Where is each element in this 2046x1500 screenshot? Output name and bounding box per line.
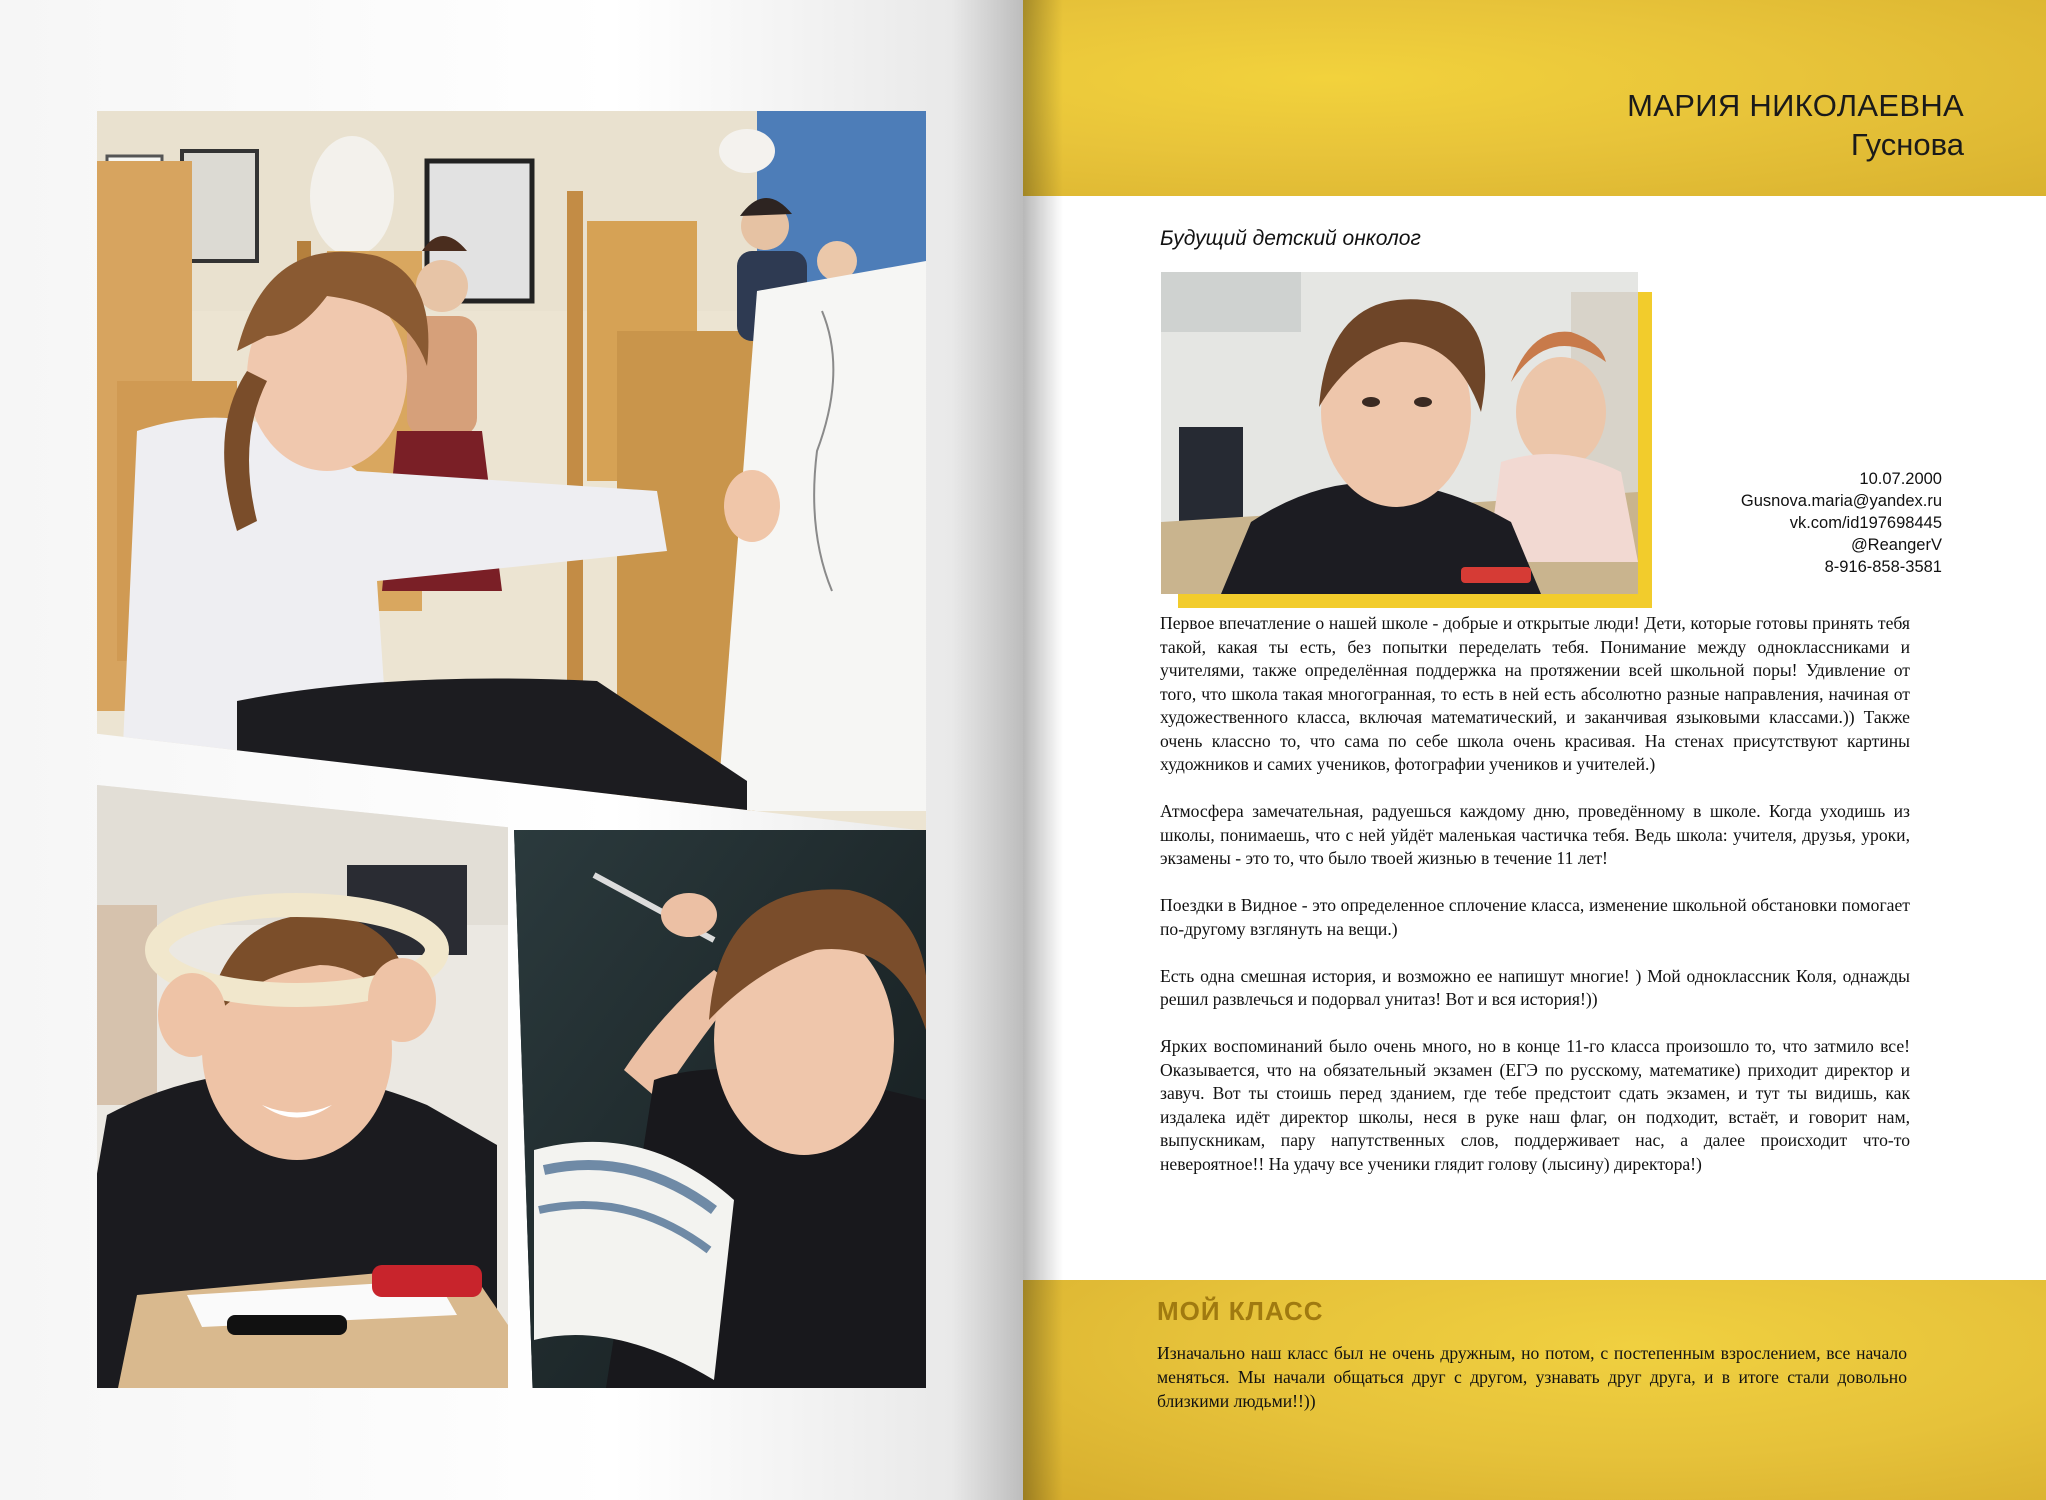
vk-link: vk.com/id197698445 <box>1789 514 1942 532</box>
photo-art-class <box>97 111 926 831</box>
article-paragraph: Атмосфера замечательная, радуешься каждому дню, проведённому в школе. Когда уходишь из школы, понимаешь, что с ней уйдёт маленькая частичка тебя. Ведь школа: учителя, друзья, уроки, экзамены - это то, что было твоей жизнью в течение 11 лет! <box>1160 801 1910 868</box>
article-body <box>1160 612 1910 1200</box>
article-paragraph: Поездки в Видное - это определенное сплочение класса, изменение школьной обстановки помогает по-другому взглянуть на вещи.) <box>1160 895 1910 939</box>
contact-info <box>1642 468 1942 578</box>
birth-date: 10.07.2000 <box>1859 470 1942 488</box>
my-class-heading: МОЙ КЛАСС <box>1157 1296 1324 1326</box>
student-first-name: МАРИЯ НИКОЛАЕВНА <box>1627 88 1964 123</box>
photo-student-laughing <box>97 785 508 1388</box>
article-paragraph: Ярких воспоминаний было очень много, но в конце 11-го класса произошло то, что затмило все! Оказывается, что на обязательный экзамен (ЕГЭ по русскому, математике) приходит директор и завуч. Вот ты стоишь перед зданием, где тебе предстоит сдать экзамен, и тут ты видишь, как издалека идёт директор школы, неся в руке наш флаг, он подходит, встаёт, и говорит нам, выпускникам, пару напутственных слов, поддерживает нас, а далее происходит что-то невероятное!! На удачу все ученики глядит голову (лысину) директора!) <box>1160 1036 1910 1174</box>
my-class-text: Изначально наш класс был не очень дружным, но потом, с постепенным взрослением, все начало меняться. Мы начали общаться друг с другом, узнавать друг друга, и в итоге стали довольно близкими людьми!!)) <box>1157 1343 1907 1411</box>
social-handle: @ReangerV <box>1850 536 1942 554</box>
phone-number: 8-916-858-3581 <box>1824 558 1942 576</box>
portrait-photo <box>1161 272 1638 594</box>
article-paragraph: Первое впечатление о нашей школе - добрые и открытые люди! Дети, которые готовы принять тебя такой, какая ты есть, без попытки переделать тебя. Понимание между одноклассниками и учителями, также определённая поддержка на протяжении всей школьной поры! Удивление от того, что школа такая многогранная, то есть в ней есть абсолютно разные направления, начиная от художественного класса, включая математический, и заканчивая языковыми классами.)) Также очень классно то, что сама по себе школа очень красивая. На стенах присутствуют картины художников и самих учеников, фотографии учеников и учителей.) <box>1160 613 1910 774</box>
article-paragraph: Есть одна смешная история, и возможно ее напишут многие! ) Мой одноклассник Коля, однажды решил развлечься и подорвал унитаз! Вот и вся история!)) <box>1160 965 1910 1009</box>
email: Gusnova.maria@yandex.ru <box>1740 492 1942 510</box>
student-profession: Будущий детский онколог <box>1160 227 1421 250</box>
photo-student-reading <box>514 830 926 1388</box>
student-last-name: Гуснова <box>1850 127 1964 162</box>
